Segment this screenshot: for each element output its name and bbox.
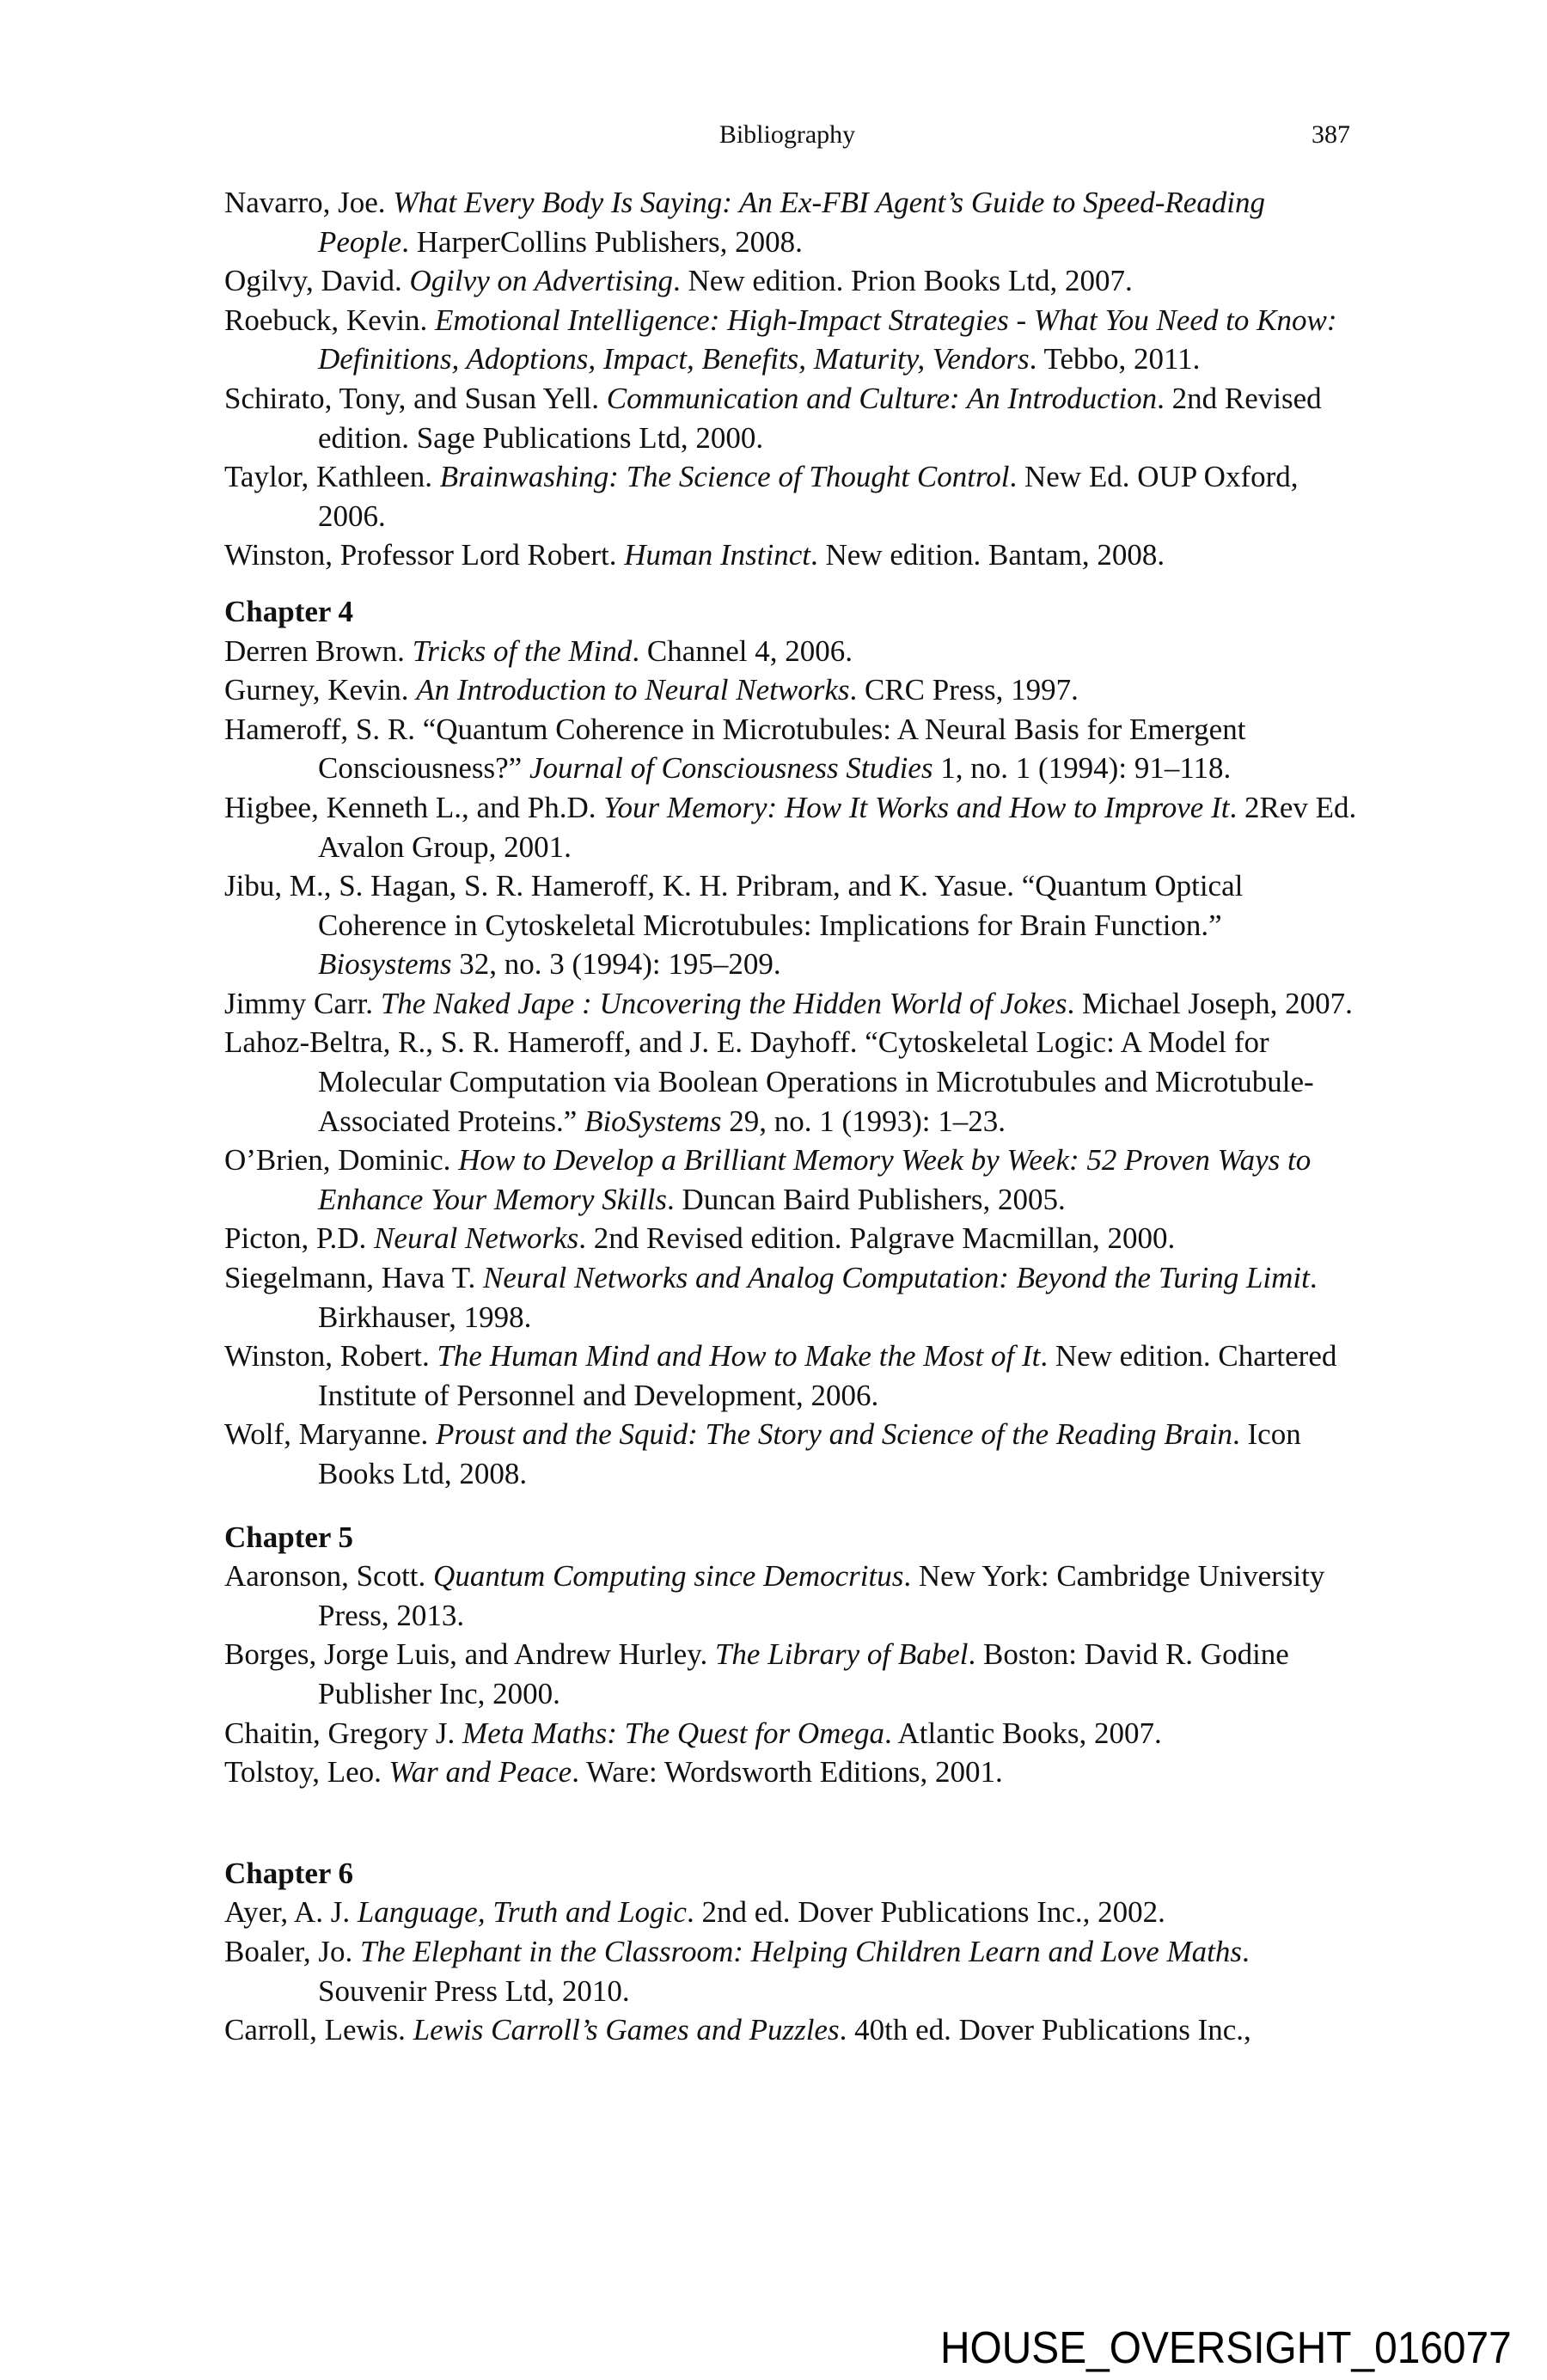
bib-entry: Picton, P.D. Neural Networks. 2nd Revised edition. Palgrave Macmillan, 2000. <box>224 1221 1176 1256</box>
bib-entry: Higbee, Kenneth L., and Ph.D. Your Memory: How It Works and How to Improve It. 2Rev Ed. Avalon Group, 2001. <box>224 790 1357 864</box>
bib-entry: Schirato, Tony, and Susan Yell. Communication and Culture: An Introduction. 2nd Revised edition. Sage Publications Ltd, 2000. <box>224 381 1322 455</box>
running-title: Bibliography <box>718 120 856 149</box>
section-chapter-6 <box>224 1854 1359 2050</box>
section-chapter-5 <box>224 1518 1359 1792</box>
bib-entry: Siegelmann, Hava T. Neural Networks and Analog Computation: Beyond the Turing Limit. Birkhauser, 1998. <box>224 1261 1318 1334</box>
bib-entry: Winston, Professor Lord Robert. Human Instinct. New edition. Bantam, 2008. <box>224 538 1165 572</box>
bib-entry: Tolstoy, Leo. War and Peace. Ware: Wordsworth Editions, 2001. <box>224 1755 1003 1790</box>
running-header <box>224 120 1350 158</box>
bib-entry: O’Brien, Dominic. How to Develop a Brilliant Memory Week by Week: 52 Proven Ways to Enhance Your Memory Skills. Duncan Baird Publishers, 2005. <box>224 1143 1312 1216</box>
bib-entry: Jimmy Carr. The Naked Jape : Uncovering the Hidden World of Jokes. Michael Joseph, 2007. <box>224 986 1353 1020</box>
bib-entry: Winston, Robert. The Human Mind and How to Make the Most of It. New edition. Chartered Institute of Personnel and Development, 2006. <box>224 1339 1337 1412</box>
section-continued <box>224 183 1359 575</box>
bib-entry: Derren Brown. Tricks of the Mind. Channel 4, 2006. <box>224 633 853 668</box>
bib-entry: Carroll, Lewis. Lewis Carroll’s Games and Puzzles. 40th ed. Dover Publications Inc., <box>224 2013 1251 2047</box>
bib-entry: Roebuck, Kevin. Emotional Intelligence: High-Impact Strategies - What You Need to Know: Definitions, Adoptions, Impact, Benefits, Maturity, Vendors. Tebbo, 2011. <box>224 303 1337 376</box>
bib-entry: Jibu, M., S. Hagan, S. R. Hameroff, K. H. Pribram, and K. Yasue. “Quantum Optical Coherence in Cytoskeletal Microtubules: Implications for Brain Function.” Biosystems 32, no. 3 (1994): 195–209. <box>224 869 1244 982</box>
bib-entry: Chaitin, Gregory J. Meta Maths: The Quest for Omega. Atlantic Books, 2007. <box>224 1716 1162 1750</box>
bib-entry: Boaler, Jo. The Elephant in the Classroom: Helping Children Learn and Love Maths. Souvenir Press Ltd, 2010. <box>224 1934 1250 2008</box>
bib-entry: Gurney, Kevin. An Introduction to Neural Networks. CRC Press, 1997. <box>224 673 1079 707</box>
bates-stamp: HOUSE_OVERSIGHT_016077 <box>940 2323 1512 2373</box>
chapter-heading: Chapter 4 <box>224 594 354 628</box>
chapter-heading: Chapter 6 <box>224 1856 354 1890</box>
bib-entry: Hameroff, S. R. “Quantum Coherence in Microtubules: A Neural Basis for Emergent Consciousness?” Journal of Consciousness Studies 1, no. 1 (1994): 91–118. <box>224 712 1246 786</box>
bib-entry: Lahoz-Beltra, R., S. R. Hameroff, and J. E. Dayhoff. “Cytoskeletal Logic: A Model for Molecular Computation via Boolean Operations in Microtubules and Microtubule-Associated Proteins.” BioSystems 29, no. 1 (1993): 1–23. <box>224 1025 1314 1138</box>
bib-entry: Navarro, Joe. What Every Body Is Saying: An Ex-FBI Agent’s Guide to Speed-Reading People. HarperCollins Publishers, 2008. <box>224 186 1266 259</box>
bib-entry: Ayer, A. J. Language, Truth and Logic. 2nd ed. Dover Publications Inc., 2002. <box>224 1895 1165 1930</box>
page-number: 387 <box>1312 120 1350 149</box>
bib-entry: Ogilvy, David. Ogilvy on Advertising. New edition. Prion Books Ltd, 2007. <box>224 264 1133 298</box>
bibliography-body <box>224 183 1359 2050</box>
bib-entry: Wolf, Maryanne. Proust and the Squid: The Story and Science of the Reading Brain. Icon Books Ltd, 2008. <box>224 1417 1301 1490</box>
bib-entry: Taylor, Kathleen. Brainwashing: The Science of Thought Control. New Ed. OUP Oxford, 2006. <box>224 460 1299 533</box>
bib-entry: Aaronson, Scott. Quantum Computing since Democritus. New York: Cambridge University Press, 2013. <box>224 1559 1325 1632</box>
bib-entry: Borges, Jorge Luis, and Andrew Hurley. The Library of Babel. Boston: David R. Godine Publisher Inc, 2000. <box>224 1637 1289 1710</box>
section-chapter-4 <box>224 592 1359 1494</box>
chapter-heading: Chapter 5 <box>224 1520 354 1554</box>
